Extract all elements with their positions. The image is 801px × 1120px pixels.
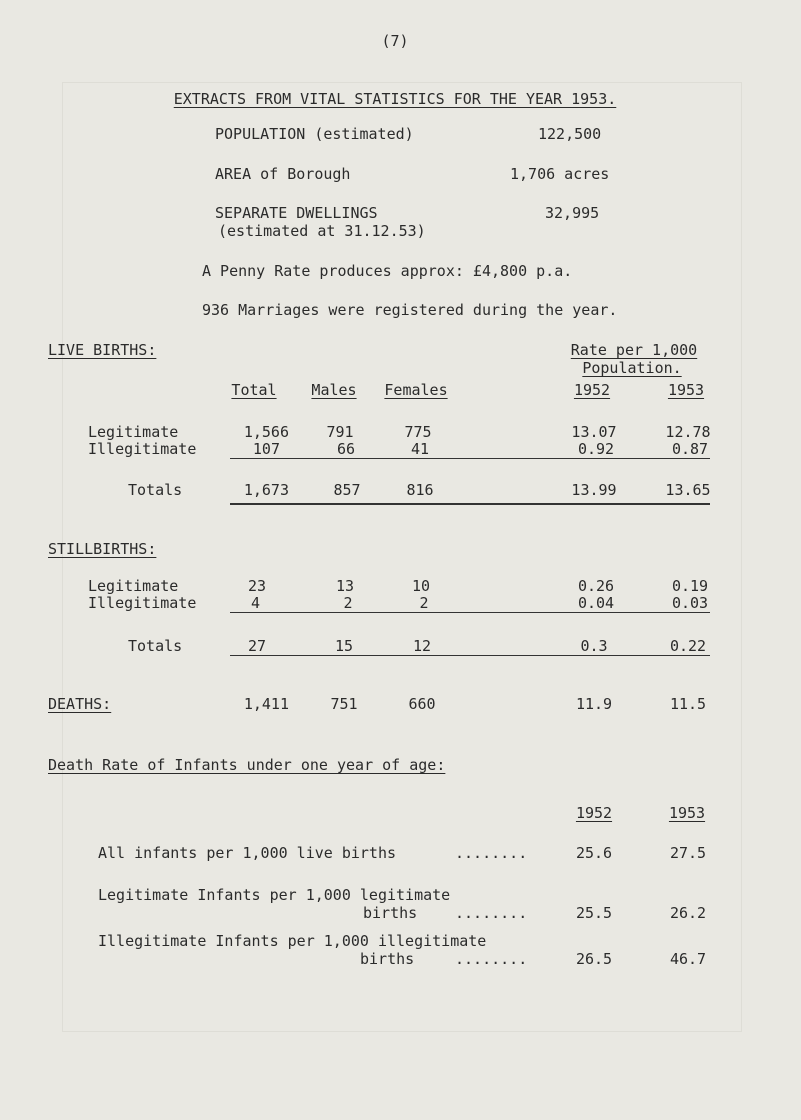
cell-females: 2 — [419, 594, 429, 612]
col-header-total: Total — [231, 381, 277, 399]
cell-rate-1952: 13.99 — [571, 481, 617, 499]
infant-death-heading: Death Rate of Infants under one year of age: — [48, 756, 446, 774]
row-label: Illegitimate — [88, 594, 197, 612]
cell-rate-1953: 0.22 — [669, 637, 707, 655]
page-number: (7) — [381, 32, 409, 50]
cell-rate-1953: 0.87 — [671, 440, 709, 458]
cell-total: 23 — [247, 577, 266, 595]
cell-rate-1952: 11.9 — [575, 695, 613, 713]
row-label: Legitimate — [88, 423, 179, 441]
deaths-heading: DEATHS: — [48, 695, 112, 713]
infant-row-label-cont: births — [360, 950, 415, 968]
infant-col-1953: 1953 — [668, 804, 706, 822]
col-header-females: Females — [384, 381, 448, 399]
cell-males: 857 — [333, 481, 361, 499]
infant-value-1953: 46.7 — [669, 950, 707, 968]
marriages-note: 936 Marriages were registered during the year. — [202, 301, 618, 319]
totals-rule — [230, 503, 710, 505]
infant-row-label: Legitimate Infants per 1,000 legitimate — [98, 886, 451, 904]
cell-total: 4 — [250, 594, 260, 612]
cell-rate-1952: 0.26 — [577, 577, 615, 595]
cell-total: 1,411 — [243, 695, 289, 713]
row-label: Illegitimate — [88, 440, 197, 458]
cell-females: 775 — [404, 423, 432, 441]
subtotal-rule — [230, 458, 710, 459]
cell-rate-1952: 13.07 — [571, 423, 617, 441]
cell-rate-1953: 0.19 — [671, 577, 709, 595]
infant-col-1952: 1952 — [575, 804, 613, 822]
area-value: 1,706 acres — [510, 165, 610, 183]
infant-row-label: All infants per 1,000 live births — [98, 844, 397, 862]
infant-row-label-cont: births — [363, 904, 418, 922]
dwellings-label: SEPARATE DWELLINGS — [215, 204, 378, 222]
cell-females: 10 — [411, 577, 431, 595]
rate-header-line1: Rate per 1,000 — [570, 341, 698, 359]
cell-total: 27 — [247, 637, 266, 655]
stillbirths-heading: STILLBIRTHS: — [48, 540, 157, 558]
cell-rate-1953: 11.5 — [669, 695, 707, 713]
cell-rate-1953: 13.65 — [665, 481, 711, 499]
cell-females: 660 — [408, 695, 436, 713]
col-header-males: Males — [311, 381, 357, 399]
col-header-1953: 1953 — [667, 381, 705, 399]
cell-rate-1952: 0.3 — [580, 637, 608, 655]
infant-value-1952: 25.5 — [575, 904, 613, 922]
leader-dots: ........ — [455, 904, 528, 922]
cell-rate-1952: 0.04 — [577, 594, 615, 612]
col-header-1952: 1952 — [573, 381, 611, 399]
leader-dots: ........ — [455, 844, 528, 862]
cell-males: 15 — [334, 637, 354, 655]
cell-total: 107 — [252, 440, 280, 458]
cell-females: 12 — [412, 637, 432, 655]
cell-rate-1953: 0.03 — [671, 594, 709, 612]
infant-row-label: Illegitimate Infants per 1,000 illegitimate — [98, 932, 487, 950]
population-label: POPULATION (estimated) — [215, 125, 414, 143]
area-label: AREA of Borough — [215, 165, 351, 183]
infant-value-1952: 25.6 — [575, 844, 613, 862]
cell-males: 791 — [326, 423, 354, 441]
row-label: Totals — [128, 637, 183, 655]
cell-rate-1953: 12.78 — [665, 423, 711, 441]
dwellings-value: 32,995 — [545, 204, 600, 222]
cell-rate-1952: 0.92 — [577, 440, 615, 458]
cell-males: 2 — [343, 594, 353, 612]
dwellings-sublabel: (estimated at 31.12.53) — [218, 222, 426, 240]
subtotal-rule — [230, 612, 710, 613]
penny-rate-note: A Penny Rate produces approx: £4,800 p.a. — [202, 262, 573, 280]
cell-females: 41 — [410, 440, 430, 458]
infant-value-1952: 26.5 — [575, 950, 613, 968]
infant-value-1953: 27.5 — [669, 844, 707, 862]
leader-dots: ........ — [455, 950, 528, 968]
infant-value-1953: 26.2 — [669, 904, 707, 922]
population-value: 122,500 — [538, 125, 602, 143]
cell-males: 13 — [335, 577, 355, 595]
row-label: Totals — [128, 481, 183, 499]
cell-total: 1,566 — [243, 423, 289, 441]
rate-header-line2: Population. — [582, 359, 682, 377]
cell-females: 816 — [406, 481, 434, 499]
live-births-heading: LIVE BIRTHS: — [48, 341, 157, 359]
cell-males: 751 — [330, 695, 358, 713]
totals-rule — [230, 655, 710, 656]
row-label: Legitimate — [88, 577, 179, 595]
cell-total: 1,673 — [243, 481, 289, 499]
document-title: EXTRACTS FROM VITAL STATISTICS FOR THE YEAR 1953. — [173, 90, 617, 108]
cell-males: 66 — [336, 440, 356, 458]
